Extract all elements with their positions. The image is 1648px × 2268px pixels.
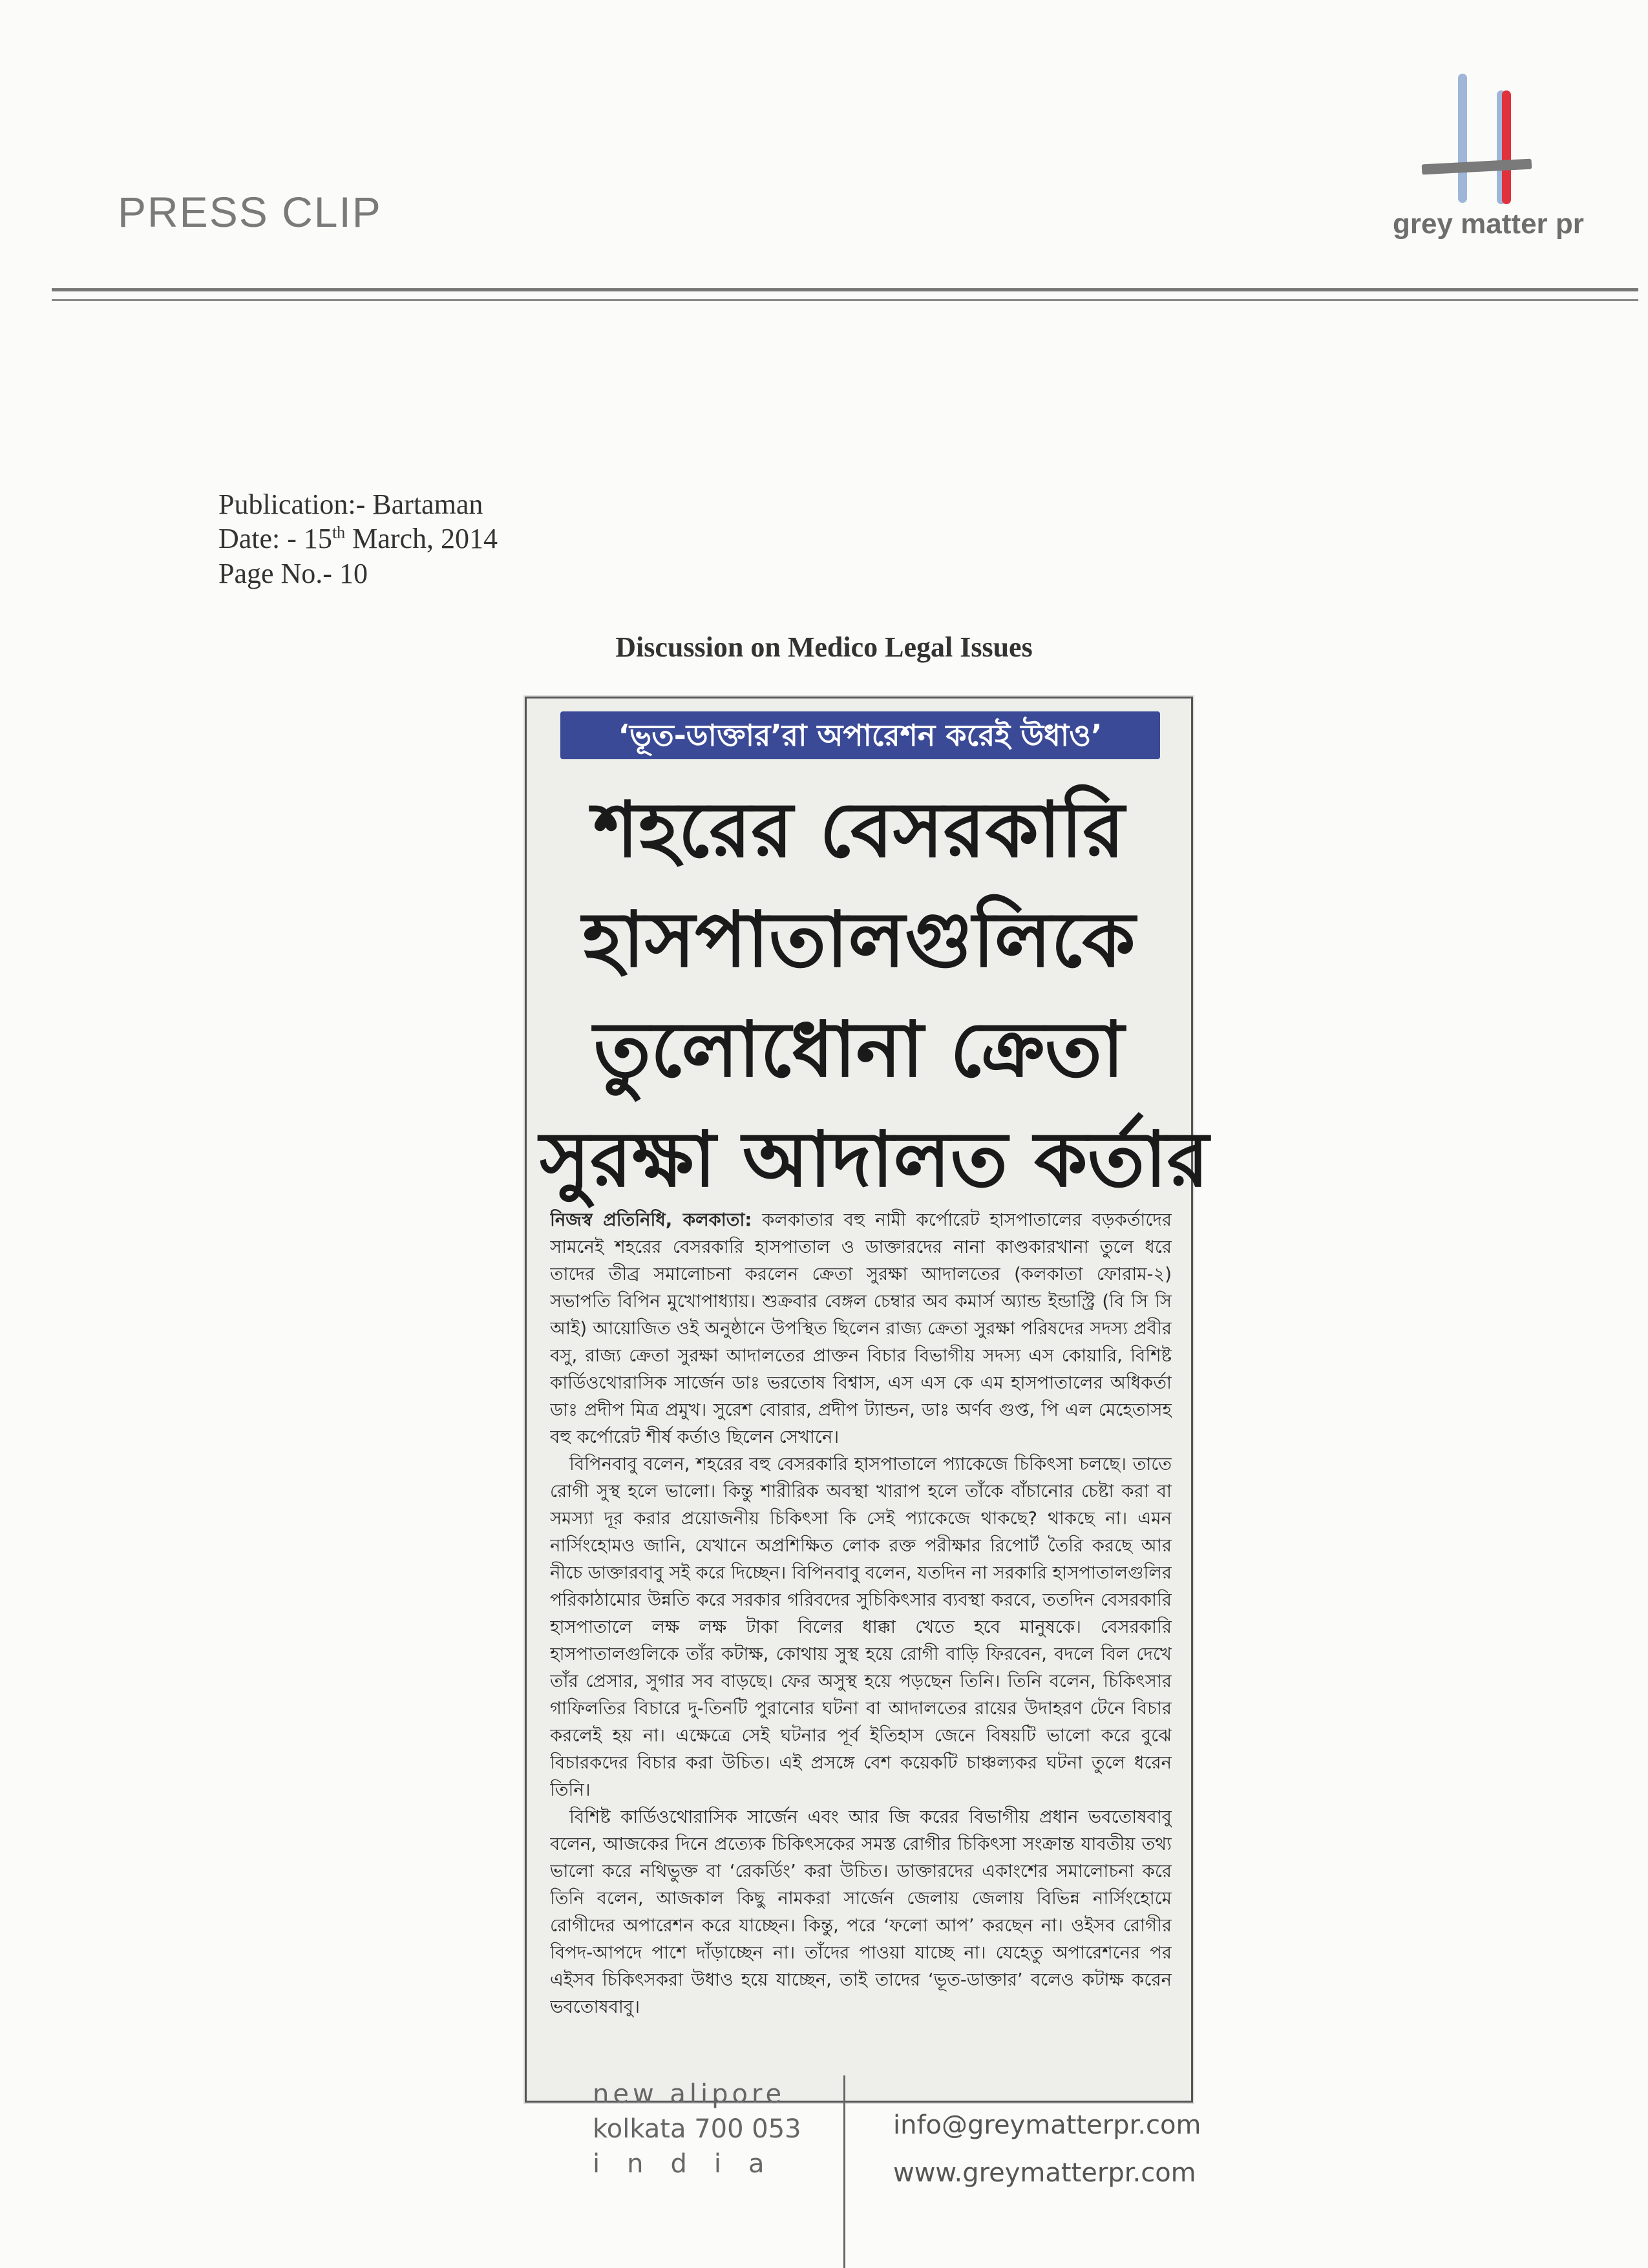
date-line	[218, 522, 498, 555]
headline-line: তুলোধোনা ক্রেতা	[593, 1005, 1125, 1094]
press-clip-label: PRESS CLIP	[118, 188, 382, 236]
body-paragraph: বিপিনবাবু বলেন, শহরের বহু বেসরকারি হাসপাতালে প্যাকেজে চিকিৎসা চলছে। তাতে রোগী সুস্থ হলে ভালো। কিন্তু শারীরিক অবস্থা খারাপ হলে তাঁকে বাঁচানোর চেষ্টা করা বা সমস্যা দূর করার প্রয়োজনীয় চিকিৎসা কি সেই প্যাকেজে থাকছে? থাকছে না। এমন নার্সিংহোমও জানি, যেখানে অপ্রশিক্ষিত লোক রক্ত পরীক্ষার রিপোর্ট তৈরি করছে আর নীচে ডাক্তারবাবু সই করে দিচ্ছেন। বিপিনবাবু বলেন, যতদিন না সরকারি হাসপাতালগুলির পরিকাঠামোর উন্নতি করে সরকার গরিবদের সুচিকিৎসার ব্যবস্থা করবে, ততদিন বেসরকারি হাসপাতালে লক্ষ লক্ষ টাকা বিলের ধাক্কা খেতে হবে মানুষকে। বেসরকারি হাসপাতালগুলিকে তাঁর কটাক্ষ, কোথায় সুস্থ হয়ে রোগী বাড়ি ফিরবেন, বদলে বিল দেখে তাঁর প্রেসার, সুগার সব বাড়ছে। ফের অসুস্থ হয়ে পড়ছেন তিনি। তিনি বলেন, চিকিৎসার গাফিলতির বিচারে দু-তিনটি পুরানোর ঘটনা বা আদালতের রায়ের উদাহরণ টেনে বিচার করলেই হয় না। এক্ষেত্রে সেই ঘটনার পূর্ব ইতিহাস জেনে বিষয়টি ভালো করে বুঝে বিচারকদের বিচার করা উচিত। এই প্রসঙ্গে বেশ কয়েকটি চাঞ্চল্যকর ঘটনা তুলে ধরেন তিনি।	[550, 1454, 1172, 1800]
brand-name: grey matter pr	[1393, 208, 1584, 240]
header-rule-secondary	[52, 299, 1638, 301]
body-paragraph: বিশিষ্ট কার্ডিওথোরাসিক সার্জেন এবং আর জি করের বিভাগীয় প্রধান ভবতোষবাবু বলেন, আজকের দিনে প্রত্যেক চিকিৎসকের সমস্ত রোগীর চিকিৎসা সংক্রান্ত যাবতীয় তথ্য ভালো করে নথিভুক্ত বা ‘রেকর্ডিং’ করা উচিত। ডাক্তারদের একাংশের সমালোচনা করে তিনি বলেন, আজকাল কিছু নামকরা সার্জেন জেলায় জেলায় বিভিন্ন নার্সিংহোমে রোগীদের অপারেশন করে যাচ্ছেন। কিন্তু, পরে ‘ফলো আপ’ করছেন না। ওইসব রোগীর বিপদ-আপদে পাশে দাঁড়াচ্ছেন না। তাঁদের পাওয়া যাচ্ছে না। যেহেতু অপারেশনের পর এইসব চিকিৎসকরা উধাও হয়ে যাচ্ছেন, তাই তাদের ‘ভূত-ডাক্তার’ বলেও কটাক্ষ করেন ভবতোষবাবু।	[550, 1807, 1172, 2017]
publication-line: Publication:- Bartaman	[218, 488, 483, 520]
discussion-title: Discussion on Medico Legal Issues	[615, 631, 1033, 663]
clipping-banner: ‘ভূত-ডাক্তার’রা অপারেশন করেই উধাও’	[560, 711, 1160, 759]
byline: নিজস্ব প্রতিনিধি, কলকাতা:	[550, 1210, 752, 1230]
date-ordinal: th	[332, 523, 346, 542]
body-paragraph	[550, 1206, 1172, 1451]
page-number-line: Page No.- 10	[218, 558, 368, 589]
contact-email[interactable]: info@greymatterpr.com	[893, 2110, 1201, 2140]
headline-line: সুরক্ষা আদালত কর্তার	[540, 1115, 1209, 1204]
contact-website[interactable]: www.greymatterpr.com	[893, 2158, 1196, 2188]
address-line: new alipore	[593, 2079, 786, 2109]
date-prefix: Date: - 15	[218, 523, 332, 554]
clipping-headline	[540, 775, 1209, 1214]
clipping-body	[550, 1206, 1172, 2085]
paragraph-text: কলকাতার বহু নামী কর্পোরেট হাসপাতালের বড়কর্তাদের সামনেই শহরের বেসরকারি হাসপাতাল ও ডাক্তারদের নানা কাণ্ডকারখানা তুলে ধরে তাদের তীব্র সমালোচনা করলেন ক্রেতা সুরক্ষা আদালতের (কলকাতা ফোরাম-২) সভাপতি বিপিন মুখোপাধ্যায়। শুক্রবার বেঙ্গল চেম্বার অব কমার্স অ্যান্ড ইন্ডাস্ট্রি (বি সি সি আই) আয়োজিত ওই অনুষ্ঠানে উপস্থিত ছিলেন রাজ্য ক্রেতা সুরক্ষা পরিষদের সদস্য প্রবীর বসু, রাজ্য ক্রেতা সুরক্ষা আদালতের প্রাক্তন বিচার বিভাগীয় সদস্য এস কোয়ারি, বিশিষ্ট কার্ডিওথোরাসিক সার্জেন ডাঃ ভরতোষ বিশ্বাস, এস এস কে এম হাসপাতালের অধিকর্তা ডাঃ প্রদীপ মিত্র প্রমুখ। সুরেশ বোরার, প্রদীপ ট্যান্ডন, ডাঃ অর্ণব গুপ্ত, পি এল মেহেতাসহ বহু কর্পোরেট শীর্ষ কর্তাও ছিলেন সেখানে।	[550, 1210, 1172, 1447]
headline-line: শহরের বেসরকারি	[593, 785, 1125, 874]
headline-line: হাসপাতালগুলিকে	[582, 895, 1136, 984]
footer-divider	[843, 2075, 845, 2268]
header-rule	[52, 288, 1638, 291]
date-suffix: March, 2014	[345, 523, 498, 554]
address-line: kolkata 700 053	[593, 2114, 801, 2144]
address-line: india	[593, 2149, 792, 2179]
newspaper-clipping	[525, 697, 1209, 2103]
